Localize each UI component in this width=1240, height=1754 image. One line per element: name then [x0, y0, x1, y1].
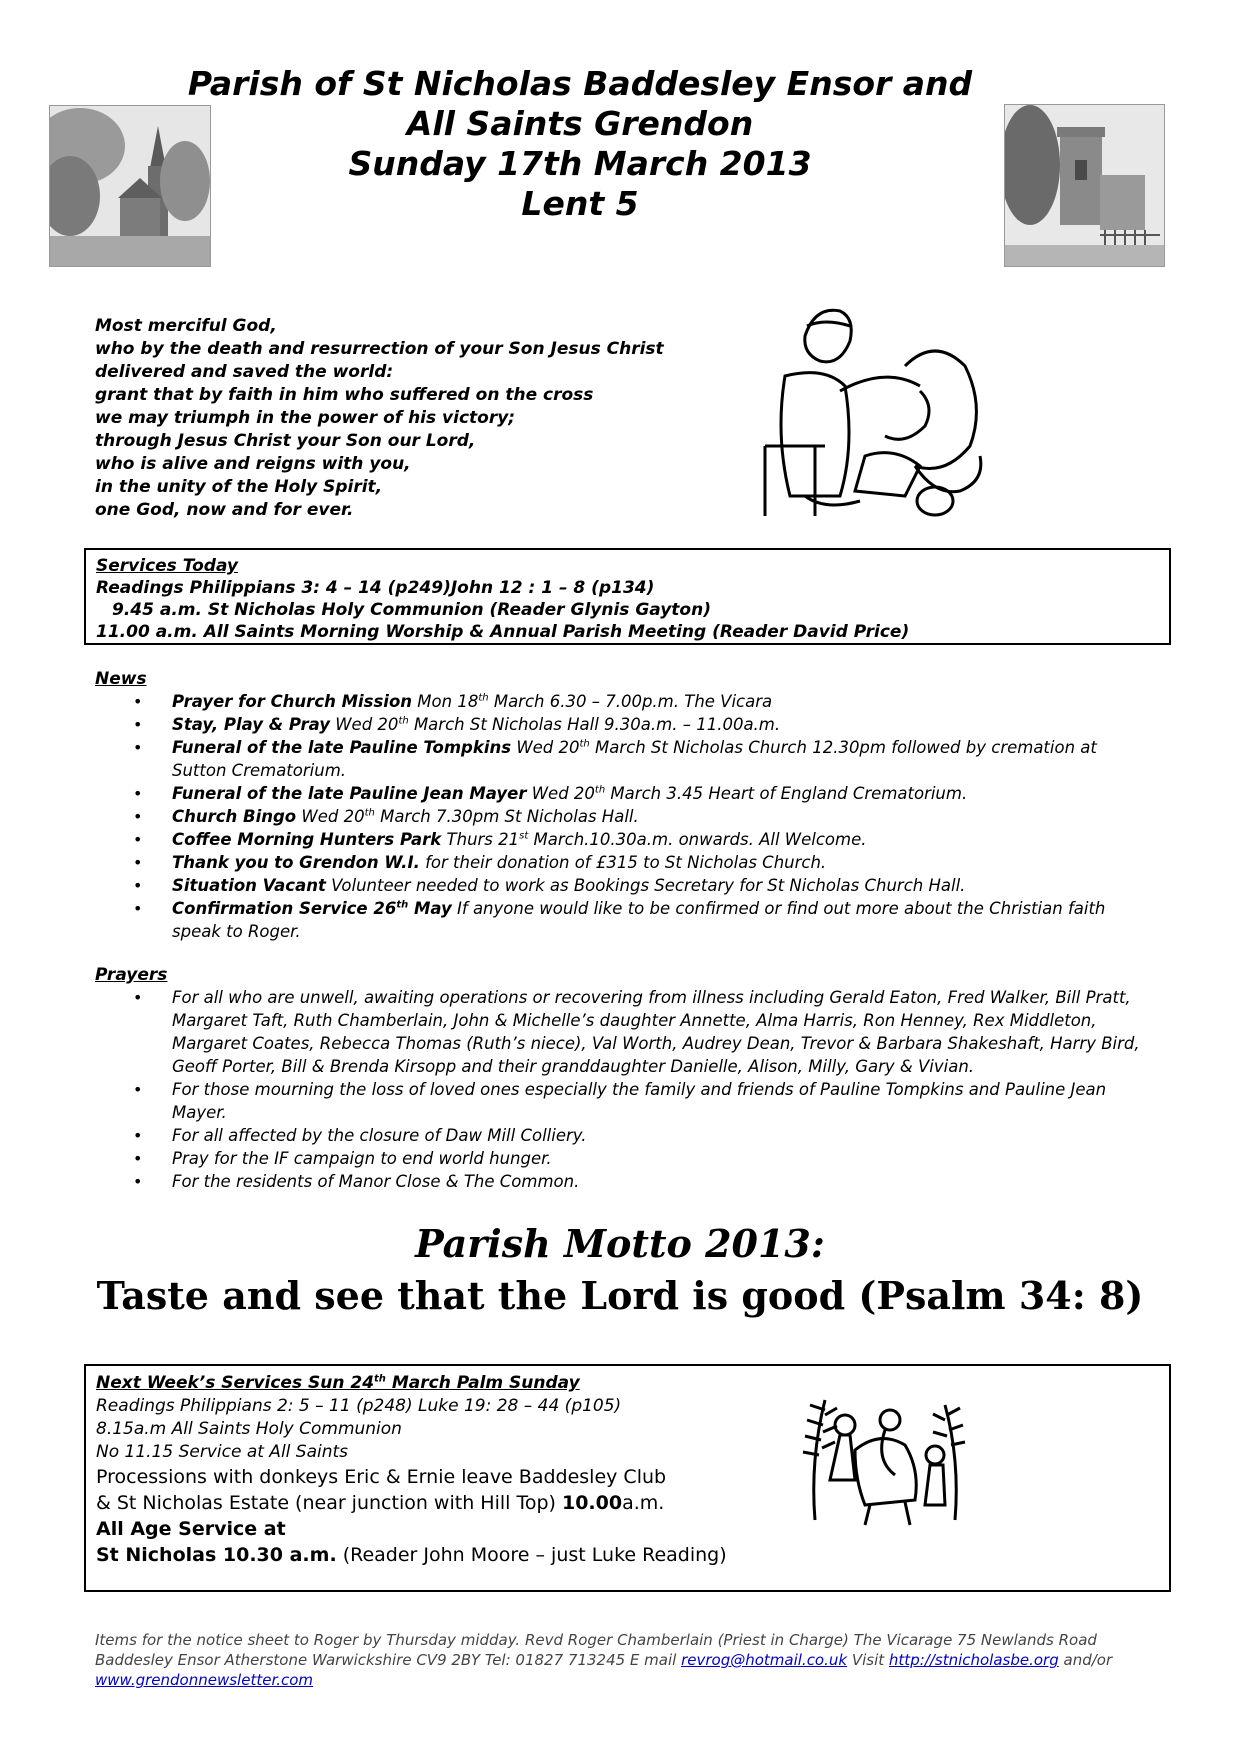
- collect-line: who is alive and reigns with you,: [95, 454, 411, 474]
- prayers-heading: Prayers: [95, 965, 168, 985]
- news-section: [95, 668, 1155, 943]
- next-week-line: No 11.15 Service at All Saints: [96, 1442, 349, 1462]
- title-line: All Saints Grendon: [406, 104, 754, 143]
- motto-heading: Parish Motto 2013:: [415, 1221, 825, 1266]
- collect-line: through Jesus Christ your Son our Lord,: [95, 431, 476, 451]
- title-line: Parish of St Nicholas Baddesley Ensor and: [187, 64, 973, 103]
- collect-line: grant that by faith in him who suffered on the cross: [95, 385, 594, 405]
- email-link[interactable]: revrog@hotmail.co.uk: [681, 1651, 848, 1669]
- services-today-service-2: 11.00 a.m. All Saints Morning Worship & Annual Parish Meeting (Reader David Price): [96, 622, 910, 642]
- footer-contact: Items for the notice sheet to Roger by Thursday midday. Revd Roger Chamberlain (Priest in Charge) The Vicarage 75 Newlands Road Baddesley Ensor Atherstone Warwickshire CV9 2BY Tel: 01827 713245 E mail revrog@hotmail.co.uk Visit http://stnicholasbe.org and/or www.grendonnewsletter.com: [95, 1631, 1113, 1689]
- church-photo-right: [1004, 104, 1165, 267]
- next-week-line: & St Nicholas Estate (near junction with Hill Top) 10.00a.m.: [96, 1492, 665, 1514]
- services-today-service-1: 9.45 a.m. St Nicholas Holy Communion (Reader Glynis Gayton): [112, 600, 711, 620]
- next-week-services-box: [84, 1364, 1171, 1592]
- collect-line: one God, now and for ever.: [95, 500, 354, 520]
- page-title: [160, 64, 1000, 224]
- title-line: Lent 5: [521, 184, 639, 223]
- prayer-item: • For all affected by the closure of Daw Mill Colliery.: [95, 1124, 1155, 1147]
- services-today-box: [84, 548, 1171, 645]
- website-link-grendon[interactable]: www.grendonnewsletter.com: [95, 1671, 314, 1689]
- next-week-readings: Readings Philippians 2: 5 – 11 (p248) Luke 19: 28 – 44 (p105): [96, 1396, 622, 1416]
- collect-line: delivered and saved the world:: [95, 362, 394, 382]
- church-photo-left: [49, 105, 211, 267]
- news-item: • Situation Vacant Volunteer needed to work as Bookings Secretary for St Nicholas Church Hall.: [95, 874, 1155, 897]
- news-item: • Prayer for Church Mission Mon 18th March 6.30 – 7.00p.m. The Vicara: [95, 690, 1155, 713]
- collect-line: Most merciful God,: [95, 316, 277, 336]
- next-week-line: Processions with donkeys Eric & Ernie leave Baddesley Club: [96, 1466, 667, 1488]
- news-list: [95, 690, 1155, 943]
- foot-washing-illustration: [745, 296, 1005, 526]
- prayer-item: • For all who are unwell, awaiting operations or recovering from illness including Gerald Eaton, Fred Walker, Bill Pratt, Margaret Taft, Ruth Chamberlain, John & Michelle’s daughter Annette, Alma Harris, Ron Henney, Rex Middleton, Margaret Coates, Rebecca Thomas (Ruth’s niece), Val Worth, Audrey Dean, Trevor & Barbara Shakeshaft, Harry Bird, Geoff Porter, Bill & Brenda Kirsopp and their granddaughter Danielle, Alison, Milly, Gary & Vivian.: [95, 986, 1155, 1078]
- services-today-heading: Services Today: [96, 556, 238, 576]
- news-item: • Funeral of the late Pauline Tompkins Wed 20th March St Nicholas Church 12.30pm followed by cremation at Sutton Crematorium.: [95, 736, 1155, 782]
- next-week-line: St Nicholas 10.30 a.m. (Reader John Moore – just Luke Reading): [96, 1544, 727, 1566]
- prayers-list: [95, 986, 1155, 1193]
- collect-line: in the unity of the Holy Spirit,: [95, 477, 383, 497]
- next-week-line: 8.15a.m All Saints Holy Communion: [96, 1419, 402, 1439]
- parish-motto: [40, 1220, 1200, 1324]
- news-item: • Coffee Morning Hunters Park Thurs 21st March.10.30a.m. onwards. All Welcome.: [95, 828, 1155, 851]
- next-week-line: All Age Service at: [96, 1518, 286, 1540]
- news-item: • Stay, Play & Pray Wed 20th March St Nicholas Hall 9.30a.m. – 11.00a.m.: [95, 713, 1155, 736]
- title-line: Sunday 17th March 2013: [348, 144, 812, 183]
- services-today-readings: Readings Philippians 3: 4 – 14 (p249)John 12 : 1 – 8 (p134): [96, 578, 655, 598]
- prayers-section: [95, 964, 1155, 1193]
- website-link-stnicholas[interactable]: http://stnicholasbe.org: [888, 1651, 1059, 1669]
- collect-line: who by the death and resurrection of your Son Jesus Christ: [95, 339, 664, 359]
- prayer-item: • For those mourning the loss of loved ones especially the family and friends of Pauline Tompkins and Pauline Jean Mayer.: [95, 1078, 1155, 1124]
- news-item: • Confirmation Service 26th May If anyone would like to be confirmed or find out more about the Christian faith speak to Roger.: [95, 897, 1155, 943]
- prayer-item: • For the residents of Manor Close & The Common.: [95, 1170, 1155, 1193]
- palm-sunday-illustration: [795, 1380, 970, 1530]
- motto-text: Taste and see that the Lord is good (Psalm 34: 8): [96, 1273, 1144, 1318]
- next-week-heading: Next Week’s Services Sun 24th March Palm Sunday: [96, 1373, 580, 1393]
- prayer-item: • Pray for the IF campaign to end world hunger.: [95, 1147, 1155, 1170]
- news-heading: News: [95, 669, 147, 689]
- collect-line: we may triumph in the power of his victory;: [95, 408, 516, 428]
- collect-prayer: [95, 315, 755, 522]
- news-item: • Thank you to Grendon W.I. for their donation of £315 to St Nicholas Church.: [95, 851, 1155, 874]
- news-item: • Funeral of the late Pauline Jean Mayer Wed 20th March 3.45 Heart of England Crematorium.: [95, 782, 1155, 805]
- news-item: • Church Bingo Wed 20th March 7.30pm St Nicholas Hall.: [95, 805, 1155, 828]
